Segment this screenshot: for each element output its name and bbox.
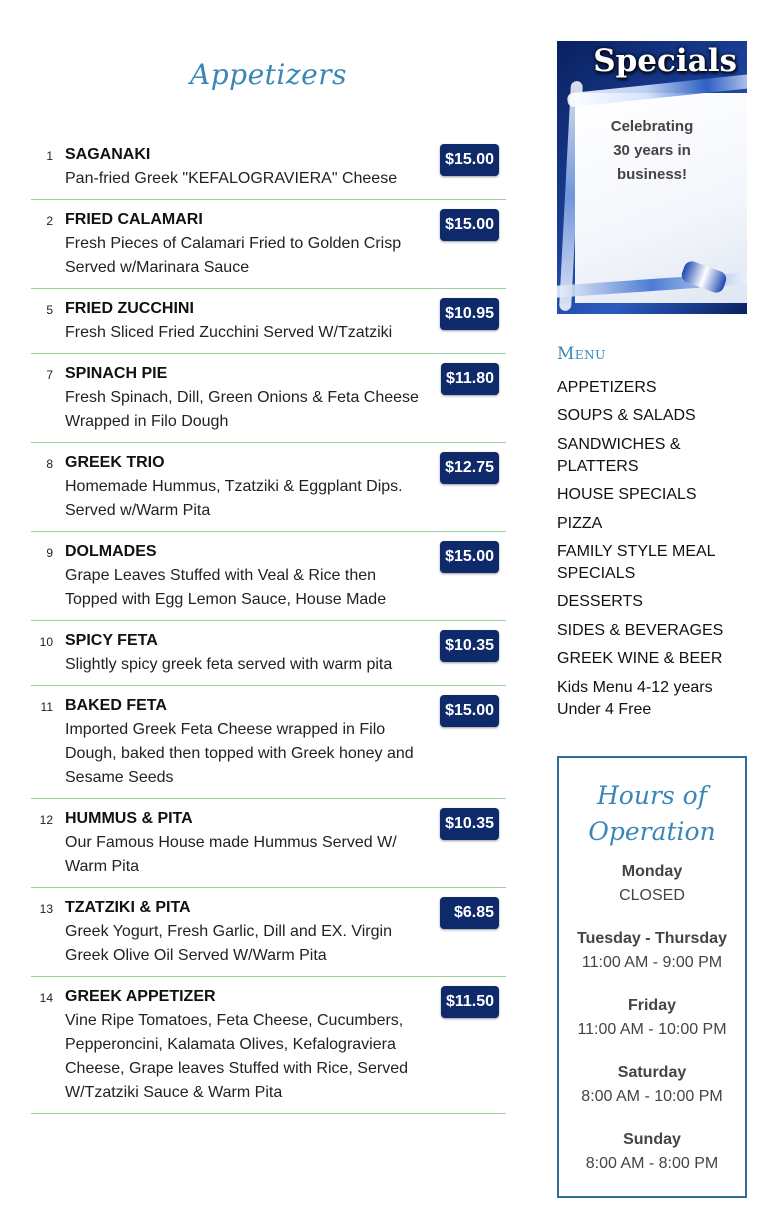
item-number: 7 <box>46 368 53 382</box>
item-name: SAGANAKI <box>65 146 151 163</box>
item-price-badge: $6.85 <box>440 897 499 929</box>
item-name: SPICY FETA <box>65 632 158 649</box>
item-number: 2 <box>46 214 53 228</box>
item-number: 10 <box>39 635 53 649</box>
menu-item <box>31 888 506 977</box>
hours-row <box>559 1061 745 1109</box>
menu-link-greek-wine-beer[interactable]: GREEK WINE & BEER <box>557 650 723 668</box>
item-number: 1 <box>46 149 53 163</box>
hours-time: CLOSED <box>619 887 685 904</box>
item-description: Grape Leaves Stuffed with Veal & Rice then Topped with Egg Lemon Sauce, House Made <box>65 567 387 608</box>
item-description: Our Famous House made Hummus Served W/ Warm Pita <box>65 834 397 875</box>
menu-nav <box>557 377 747 727</box>
hours-time: 8:00 AM - 8:00 PM <box>585 1155 719 1172</box>
menu-item <box>31 799 506 888</box>
hours-row <box>559 994 745 1042</box>
item-name: GREEK APPETIZER <box>65 988 216 1005</box>
menu-heading: Menu <box>557 344 606 364</box>
item-price-badge: $12.75 <box>440 452 499 484</box>
item-description: Fresh Sliced Fried Zucchini Served W/Tzatziki <box>65 324 393 341</box>
item-description: Fresh Spinach, Dill, Green Onions & Feta Cheese Wrapped in Filo Dough <box>65 389 419 430</box>
menu-item <box>31 289 506 354</box>
menu-link-house-specials[interactable]: HOUSE SPECIALS <box>557 486 697 504</box>
item-number: 8 <box>46 457 53 471</box>
item-name: SPINACH PIE <box>65 365 168 382</box>
hours-title: Hours of Operation <box>588 781 716 846</box>
item-price-badge: $15.00 <box>440 209 499 241</box>
menu-item <box>31 354 506 443</box>
specials-line: Celebrating <box>610 118 694 135</box>
page-title: Appetizers <box>190 58 347 91</box>
menu-item <box>31 532 506 621</box>
item-number: 14 <box>39 991 53 1005</box>
item-price-badge: $10.35 <box>440 630 499 662</box>
menu-item <box>31 621 506 686</box>
item-name: BAKED FETA <box>65 697 167 714</box>
menu-link-appetizers[interactable]: APPETIZERS <box>557 379 657 396</box>
specials-line: 30 years in <box>613 142 691 159</box>
item-description: Fresh Pieces of Calamari Fried to Golden Crisp Served w/Marinara Sauce <box>65 235 402 276</box>
menu-item <box>31 135 506 200</box>
hours-day: Sunday <box>623 1131 681 1148</box>
hours-row <box>559 927 745 975</box>
hours-day: Monday <box>621 863 683 880</box>
item-name: DOLMADES <box>65 543 157 560</box>
hours-row <box>559 860 745 908</box>
item-number: 5 <box>46 303 53 317</box>
specials-message <box>597 115 707 187</box>
item-number: 12 <box>39 813 53 827</box>
menu-link-family-style-meal-specials[interactable]: FAMILY STYLE MEAL SPECIALS <box>557 542 715 582</box>
menu-link-soups-salads[interactable]: SOUPS & SALADS <box>557 407 696 425</box>
hours-row <box>559 1128 745 1176</box>
hours-day: Saturday <box>617 1064 687 1081</box>
item-price-badge: $15.00 <box>440 695 499 727</box>
specials-banner[interactable] <box>557 41 747 314</box>
item-description: Homemade Hummus, Tzatziki & Eggplant Dips. Served w/Warm Pita <box>65 478 403 519</box>
menu-link-sandwiches-platters[interactable]: SANDWICHES & PLATTERS <box>557 435 681 475</box>
menu-link-desserts[interactable]: DESSERTS <box>557 593 643 611</box>
menu-link-pizza[interactable]: PIZZA <box>557 514 603 532</box>
hours-of-operation-box <box>557 756 747 1198</box>
item-description: Greek Yogurt, Fresh Garlic, Dill and EX. Virgin Greek Olive Oil Served W/Warm Pita <box>65 923 392 964</box>
menu-item <box>31 200 506 289</box>
item-price-badge: $15.00 <box>440 541 499 573</box>
item-name: GREEK TRIO <box>65 454 165 471</box>
menu-item <box>31 686 506 799</box>
item-price-badge: $10.35 <box>440 808 499 840</box>
menu-item <box>31 977 506 1114</box>
menu-item <box>31 443 506 532</box>
hours-day: Tuesday - Thursday <box>577 930 727 947</box>
item-price-badge: $15.00 <box>440 144 499 176</box>
item-number: 13 <box>39 902 53 916</box>
hours-time: 11:00 AM - 9:00 PM <box>581 954 723 971</box>
item-name: TZATZIKI & PITA <box>65 899 191 916</box>
item-price-badge: $11.50 <box>441 986 499 1018</box>
item-description: Imported Greek Feta Cheese wrapped in Filo Dough, baked then topped with Greek honey and Sesame Seeds <box>65 721 414 786</box>
item-number: 11 <box>40 700 53 714</box>
specials-line: business! <box>616 166 688 183</box>
hours-time: 8:00 AM - 10:00 PM <box>581 1088 723 1105</box>
menu-link-sides-beverages[interactable]: SIDES & BEVERAGES <box>557 621 724 639</box>
item-description: Slightly spicy greek feta served with warm pita <box>65 656 393 673</box>
item-name: FRIED ZUCCHINI <box>65 300 194 317</box>
menu-items-list <box>31 135 506 1114</box>
item-name: HUMMUS & PITA <box>65 810 193 827</box>
hours-time: 11:00 AM - 10:00 PM <box>577 1021 727 1038</box>
menu-link-kids-menu[interactable]: Kids Menu 4-12 years Under 4 Free <box>557 678 713 718</box>
item-name: FRIED CALAMARI <box>65 211 203 228</box>
item-description: Pan-fried Greek "KEFALOGRAVIERA" Cheese <box>65 170 398 187</box>
item-description: Vine Ripe Tomatoes, Feta Cheese, Cucumbers, Pepperoncini, Kalamata Olives, Kefalograviera Cheese, Grape leaves Stuffed with Rice, Served W/Tzatziki Sauce & Warm Pita <box>65 1012 408 1101</box>
item-price-badge: $10.95 <box>440 298 499 330</box>
hours-day: Friday <box>627 997 676 1014</box>
specials-title: Specials <box>593 43 737 79</box>
item-number: 9 <box>46 546 53 560</box>
item-price-badge: $11.80 <box>441 363 499 395</box>
